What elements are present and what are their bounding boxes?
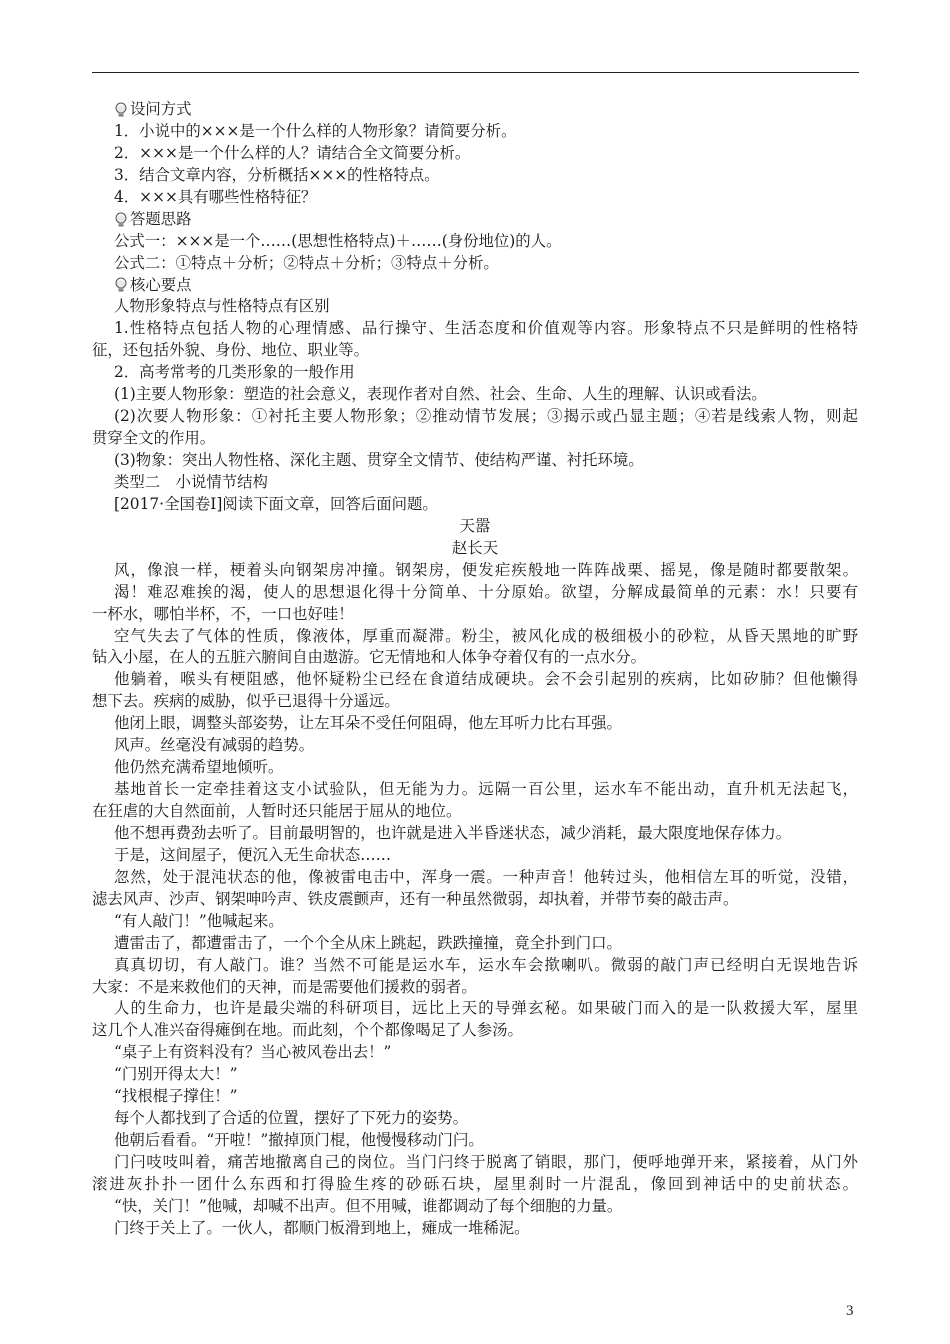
text-line: 他仍然充满希望地倾听。 (114, 758, 284, 777)
text-line: 4．×××具有哪些性格特征？ (114, 187, 317, 206)
text-line: 他躺着，喉头有梗阻感，他怀疑粉尘已经在食道结成硬块。会不会引起别的疾病，比如矽肺？但他懒得 (114, 670, 858, 689)
text-line: “快，关门！”他喊，却喊不出声。但不用喊，谁都调动了每个细胞的力量。 (114, 1196, 623, 1215)
text-line: 遭雷击了，都遭雷击了，一个个全从床上跳起，跌跌撞撞，竟全扑到门口。 (114, 933, 622, 952)
text-line: 基地首长一定牵挂着这支小试验队，但无能为力。远隔一百公里，运水车不能出动，直升机无法起飞， (114, 780, 858, 799)
text-line: 想下去。疾病的威胁，似乎已退得十分遥远。 (92, 692, 400, 711)
text-line: “找根棍子撑住！” (114, 1087, 238, 1106)
text-line: 2．×××是一个什么样的人？请结合全文简要分析。 (114, 143, 471, 162)
text-line: 他不想再费劲去听了。目前最明智的，也许就是进入半昏迷状态，减少消耗，最大限度地保存体力。 (114, 823, 792, 842)
text-line: [2017·全国卷Ⅰ]阅读下面文章，回答后面问题。 (114, 494, 438, 513)
text-line: 他朝后看看。“开啦！”撤掉顶门棍，他慢慢移动门闩。 (114, 1131, 484, 1150)
text-line: 1.性格特点包括人物的心理情感、品行操守、生活态度和价值观等内容。形象特点不只是鲜明的性格特 (114, 319, 858, 338)
text-line: 滤去风声、沙声、钢架呻吟声、铁皮震颤声，还有一种虽然微弱，却执着，并带节奏的敲击声。 (92, 889, 739, 908)
text-line: 一杯水，哪怕半杯，不，一口也好哇！ (92, 604, 354, 623)
text-line: 这几个人准兴奋得瘫倒在地。而此刻，个个都像喝足了人参汤。 (92, 1021, 523, 1040)
text-line: 人物形象特点与性格特点有区别 (114, 297, 330, 316)
section-heading (92, 275, 858, 297)
text-line: (3)物象：突出人物性格、深化主题、贯穿全文情节、使结构严谨、衬托环境。 (114, 451, 644, 469)
text-line: 贯穿全文的作用。 (92, 429, 216, 448)
text-line: 忽然，处于混沌状态的他，像被雷电击中，浑身一震。一种声音！他转过头，他相信左耳的听觉，没错， (114, 867, 858, 886)
text-line: (2)次要人物形象：①衬托主要人物形象；②推动情节发展；③揭示或凸显主题；④若是线索人物，则起 (114, 407, 858, 426)
text-line: 每个人都找到了合适的位置，摆好了下死力的姿势。 (114, 1109, 468, 1128)
section-heading (92, 99, 858, 121)
text-line: 1．小说中的×××是一个什么样的人物形象？请简要分析。 (114, 121, 517, 140)
text-line: 风声。丝毫没有减弱的趋势。 (114, 736, 315, 755)
lightbulb-icon (114, 212, 128, 228)
header-rule (92, 72, 859, 73)
lightbulb-icon (114, 277, 128, 293)
text-line: 风，像浪一样，梗着头向钢架房冲撞。钢架房，便发疟疾般地一阵阵战栗、摇晃，像是随时都要散架。 (114, 560, 858, 579)
text-line: 于是，这间屋子，便沉入无生命状态…… (114, 845, 392, 864)
text-line: 门终于关上了。一伙人，都顺门板滑到地上，瘫成一堆稀泥。 (114, 1218, 530, 1237)
text-line: “桌子上有资料没有？当心被风卷出去！” (114, 1043, 392, 1062)
text-line: 征，还包括外貌、身份、地位、职业等。 (92, 341, 370, 360)
text-line: 3．结合文章内容，分析概括×××的性格特点。 (114, 165, 440, 184)
section-heading-label: 设问方式 (130, 100, 192, 118)
lightbulb-icon (114, 102, 128, 118)
text-line: 渴！难忍难挨的渴，使人的思想退化得十分简单、十分原始。欲望，分解成最简单的元素：水！只要有 (114, 582, 858, 601)
section-heading (92, 209, 858, 231)
document-body (92, 99, 858, 1240)
text-line: 人的生命力，也许是最尖端的科研项目，远比上天的导弹玄秘。如果破门而入的是一队救援大军，屋里 (114, 999, 858, 1018)
text-line: 2．高考常考的几类形象的一般作用 (114, 363, 355, 382)
text-line: 公式二：①特点＋分析；②特点＋分析；③特点＋分析。 (114, 253, 499, 272)
text-line: (1)主要人物形象：塑造的社会意义，表现作者对自然、社会、生命、人生的理解、认识或看法。 (114, 385, 767, 404)
text-line: 门闩吱吱叫着，痛苦地撤离自己的岗位。当门闩终于脱离了销眼，那门，便呼地弹开来，紧接着，从门外 (114, 1153, 858, 1171)
text-line: 大家：不是来救他们的天神，而是需要他们援救的弱者。 (92, 977, 477, 996)
text-line: “门别开得太大！” (114, 1065, 238, 1084)
text-line: 他闭上眼，调整头部姿势，让左耳朵不受任何阻碍，他左耳听力比右耳强。 (114, 714, 622, 733)
text-line: 真真切切，有人敲门。谁？当然不可能是运水车，运水车会揿喇叭。微弱的敲门声已经明白无误地告诉 (114, 955, 858, 974)
text-line: 类型二 小说情节结构 (114, 472, 268, 491)
article-title-line: 天嚣 (459, 516, 491, 535)
text-line: 在狂虐的大自然面前，人暂时还只能居于屈从的地位。 (92, 802, 462, 820)
text-line: 空气失去了气体的性质，像液体，厚重而凝滞。粉尘，被风化成的极细极小的砂粒，从昏天黑地的旷野 (114, 626, 858, 645)
text-line: 钻入小屋，在人的五脏六腑间自由遨游。它无情地和人体争夺着仅有的一点水分。 (92, 648, 647, 667)
text-line: “有人敲门！”他喊起来。 (114, 911, 284, 930)
text-line: 公式一：×××是一个……(思想性格特点)＋……(身份地位)的人。 (114, 231, 562, 250)
section-heading-label: 核心要点 (130, 275, 192, 294)
article-title-line: 赵长天 (451, 538, 499, 557)
page-number: 3 (846, 1303, 854, 1319)
section-heading-label: 答题思路 (130, 209, 192, 228)
text-line: 滚进灰扑扑一团什么东西和打得脸生疼的砂砾石块，屋里刹时一片混乱，像回到神话中的史前状态。 (92, 1174, 858, 1193)
